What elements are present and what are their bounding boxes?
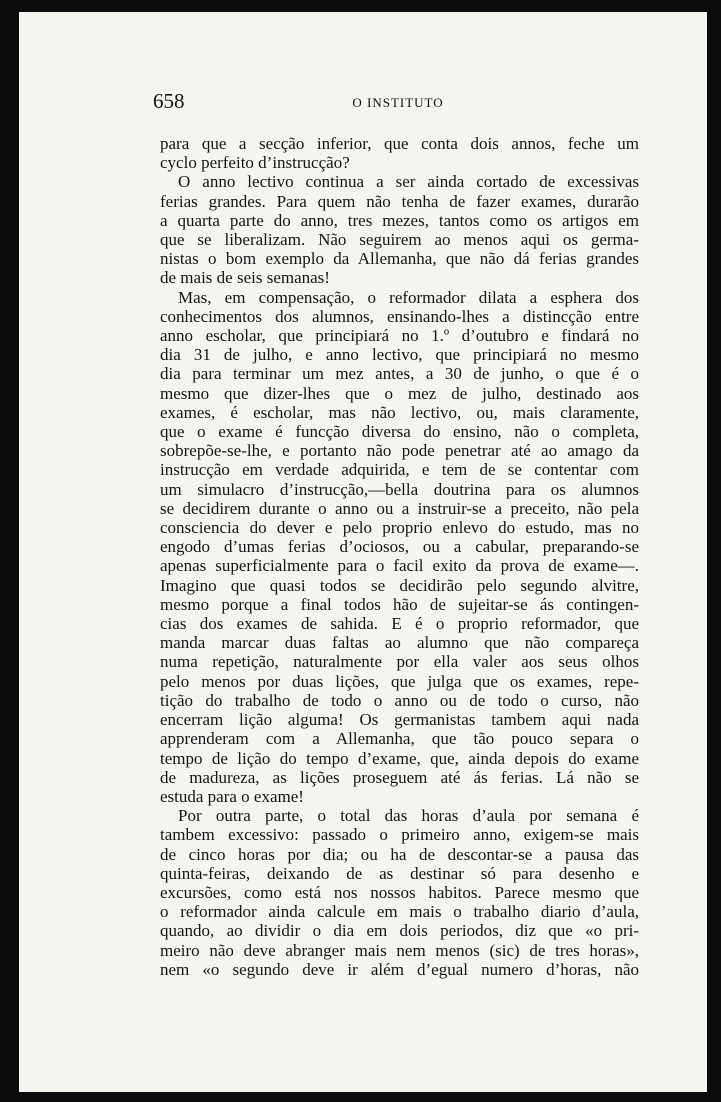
text-line: de madureza, as lições proseguem até ás ferias. Lá não se — [160, 767, 639, 787]
page-number: 658 — [153, 89, 185, 113]
text-line: excursões, como está nos nossos habitos. Parece mesmo que — [160, 882, 639, 902]
text-line: mesmo que dizer-lhes que o mez de julho, destinado aos — [160, 383, 639, 403]
text-line: mesmo porque a final todos hão de sujeitar-se ás contingen- — [160, 594, 639, 614]
book-page — [19, 12, 707, 1092]
text-line: o reformador ainda calcule em mais o trabalho diario d’aula, — [160, 902, 639, 922]
text-line: estuda para o exame! — [160, 786, 304, 806]
text-line: engodo d’umas ferias d’ociosos, ou a cabular, preparando-se — [160, 537, 639, 557]
running-head — [153, 89, 643, 115]
text-line: tição do trabalho de todo o anno ou de todo o curso, não — [160, 690, 639, 710]
text-line: quando, ao dividir o dia em dois periodos, diz que «o pri- — [160, 921, 639, 941]
text-line: para que a secção inferior, que conta dois annos, feche um — [160, 134, 639, 153]
text-line: um simulacro d’instrucção,—bella doutrina para os alumnos — [160, 479, 639, 499]
text-line: que o exame é funcção diversa do ensino, não o completa, — [160, 422, 639, 442]
text-line: dia 31 de julho, e anno lectivo, que principiará no mesmo — [160, 345, 639, 365]
text-line: exames, é escholar, mas não lectivo, ou, mais claramente, — [160, 402, 639, 422]
text-line: cias dos exames de sahida. E é o proprio reformador, que — [160, 614, 639, 634]
text-line: Imagino que quasi todos se decidirão pelo segundo alvitre, — [160, 575, 639, 595]
text-line: se decidirem durante o anno ou a instruir-se a preceito, não pela — [160, 498, 639, 518]
text-line: a quarta parte do anno, tres mezes, tantos como os artigos em — [160, 210, 639, 230]
journal-title: O INSTITUTO — [352, 95, 444, 110]
text-line: Mas, em compensação, o reformador dilata a esphera dos — [178, 287, 639, 307]
body-text — [160, 134, 639, 979]
text-line: cyclo perfeito d’instrucção? — [160, 153, 350, 173]
text-line: anno escholar, que principiará no 1.º d’outubro e findará no — [160, 326, 639, 346]
text-line: pelo menos por duas lições, que julga que os exames, repe- — [160, 671, 639, 691]
text-line: ferias grandes. Para quem não tenha de fazer exames, durarão — [160, 191, 639, 211]
text-line: meiro não deve abranger mais nem menos (sic) de tres horas», — [160, 940, 639, 960]
text-line: manda marcar duas faltas ao alumno que não compareça — [160, 633, 639, 653]
text-line: tempo de lição do tempo d’exame, que, ainda depois do exame — [160, 748, 639, 768]
text-line: instrucção em verdade adquirida, e tem de se contentar com — [160, 460, 639, 480]
text-line: encerram lição alguma! Os germanistas tambem aqui nada — [160, 710, 639, 730]
text-line: nistas o bom exemplo da Allemanha, que não dá ferias grandes — [160, 249, 639, 269]
text-line: O anno lectivo continua a ser ainda cortado de excessivas — [178, 172, 639, 192]
text-line: quinta-feiras, deixando de as destinar só para desenho e — [160, 863, 639, 883]
text-line: dia para terminar um mez antes, a 30 de junho, o que é o — [160, 364, 639, 384]
text-line: apprenderam com a Allemanha, que tão pouco separa o — [160, 729, 639, 749]
text-line: consciencia do dever e pelo proprio enlevo do estudo, mas no — [160, 518, 639, 538]
text-line: Por outra parte, o total das horas d’aula por semana é — [178, 806, 639, 826]
text-line: sobrepõe-se-lhe, e portanto não pode penetrar até ao amago da — [160, 441, 639, 461]
text-line: numa repetição, naturalmente por ella valer aos seus olhos — [160, 652, 639, 672]
text-line: de mais de seis semanas! — [160, 268, 330, 288]
text-line: tambem excessivo: passado o primeiro anno, exigem-se mais — [160, 825, 639, 845]
text-line: apenas superficialmente para o facil exito da prova de exame—. — [160, 556, 639, 576]
text-line: nem «o segundo deve ir além d’egual numero d’horas, não — [160, 959, 639, 979]
text-line: que se liberalizam. Não seguirem ao menos aqui os germa- — [160, 230, 639, 250]
text-line: conhecimentos dos alumnos, ensinando-lhes a distincção entre — [160, 306, 639, 326]
text-line: de cinco horas por dia; ou ha de descontar-se a pausa das — [160, 844, 639, 864]
